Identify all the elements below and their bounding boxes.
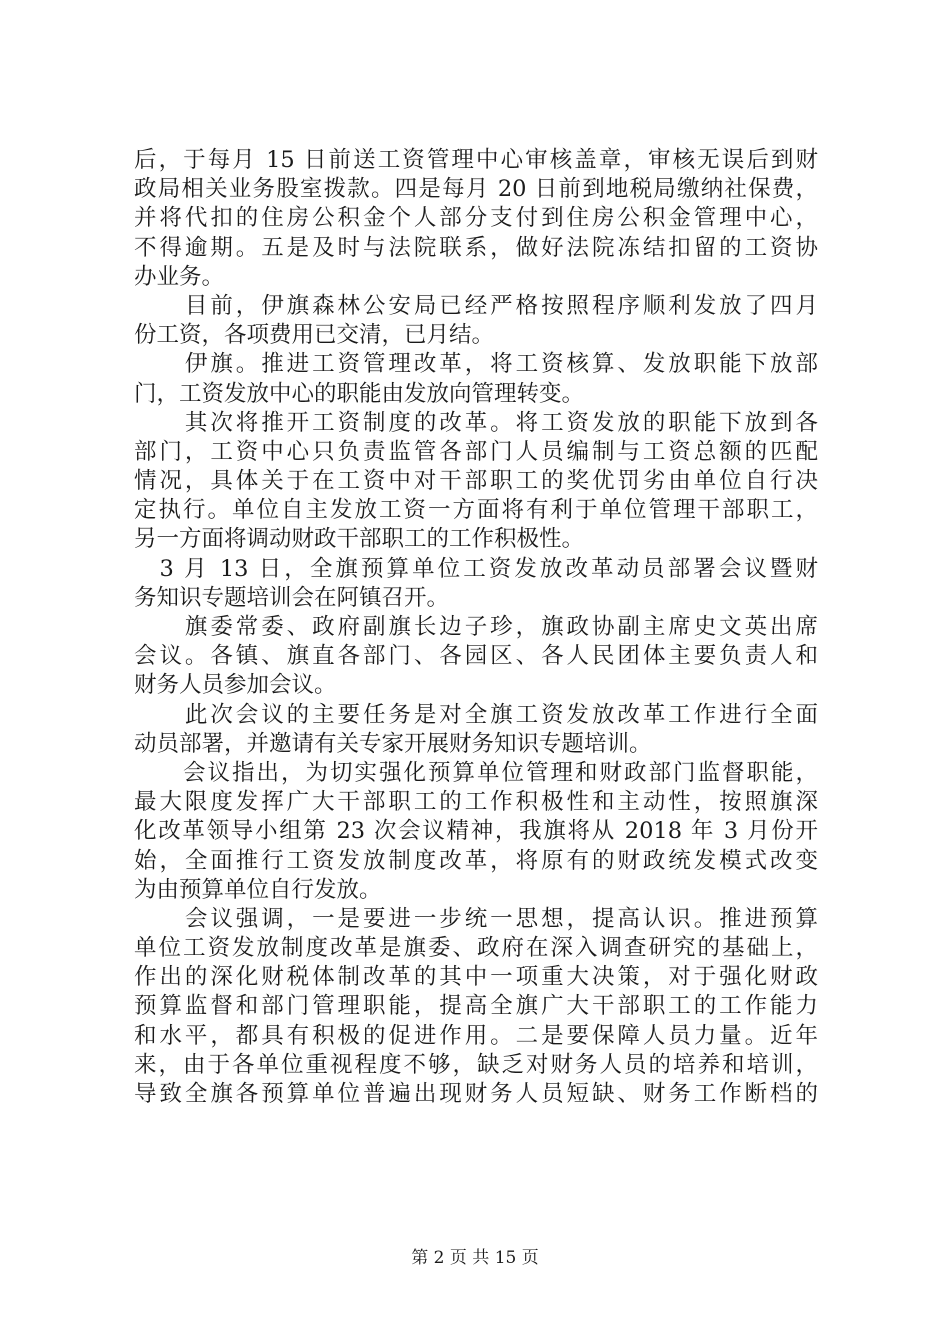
document-line: 办业务。 — [134, 263, 225, 290]
document-line: 此次会议的主要任务是对全旗工资发放改革工作进行全面 — [134, 701, 818, 728]
document-line: 另一方面将调动财政干部职工的工作积极性。 — [134, 526, 585, 553]
document-line: 伊旗。推进工资管理改革，将工资核算、发放职能下放部 — [134, 351, 818, 378]
document-line: 旗委常委、政府副旗长边子珍，旗政协副主席史文英出席 — [134, 614, 818, 640]
document-line: 会议强调，一是要进一步统一思想，提高认识。推进预算 — [134, 905, 818, 932]
document-line: 其次将推开工资制度的改革。将工资发放的职能下放到各 — [134, 409, 818, 436]
document-line: 目前，伊旗森林公安局已经严格按照程序顺利发放了四月 — [134, 292, 818, 319]
document-line: 单位工资发放制度改革是旗委、政府在深入调查研究的基础上， — [134, 935, 818, 962]
document-line: 会议。各镇、旗直各部门、各园区、各人民团体主要负责人和 — [134, 643, 818, 670]
document-line: 最大限度发挥广大干部职工的工作积极性和主动性，按照旗深 — [134, 789, 818, 816]
document-body — [134, 146, 818, 1109]
document-line: 务知识专题培训会在阿镇召开。 — [134, 584, 450, 611]
document-line: 门，工资发放中心的职能由发放向管理转变。 — [134, 380, 585, 407]
document-line: 定执行。单位自主发放工资一方面将有利于单位管理干部职工， — [134, 497, 818, 524]
document-line: 后，于每月 15 日前送工资管理中心审核盖章，审核无误后到财 — [134, 147, 818, 173]
document-line: 份工资，各项费用已交清，已月结。 — [134, 322, 495, 349]
document-line: 不得逾期。五是及时与法院联系，做好法院冻结扣留的工资协 — [134, 234, 818, 261]
document-line: 来，由于各单位重视程度不够，缺乏对财务人员的培养和培训， — [134, 1051, 818, 1078]
document-line: 和水平，都具有积极的促进作用。二是要保障人员力量。近年 — [134, 1022, 818, 1049]
document-line: 3 月 13 日，全旗预算单位工资发放改革动员部署会议暨财 — [134, 555, 818, 582]
document-line: 化改革领导小组第 23 次会议精神，我旗将从 2018 年 3 月份开 — [134, 818, 818, 845]
document-line: 动员部署，并邀请有关专家开展财务知识专题培训。 — [134, 730, 652, 757]
document-line: 政局相关业务股室拨款。四是每月 20 日前到地税局缴纳社保费， — [134, 176, 818, 203]
document-line: 会议指出，为切实强化预算单位管理和财政部门监督职能， — [134, 759, 818, 786]
document-line: 并将代扣的住房公积金个人部分支付到住房公积金管理中心， — [134, 205, 818, 232]
document-line: 为由预算单位自行发放。 — [134, 876, 382, 903]
document-line: 情况，具体关于在工资中对干部职工的奖优罚劣由单位自行决 — [134, 468, 818, 495]
document-line: 作出的深化财税体制改革的其中一项重大决策，对于强化财政 — [134, 964, 818, 991]
document-line: 导致全旗各预算单位普遍出现财务人员短缺、财务工作断档的 — [134, 1081, 818, 1107]
document-line: 财务人员参加会议。 — [134, 672, 337, 699]
document-line: 预算监督和部门管理职能，提高全旗广大干部职工的工作能力 — [134, 993, 818, 1020]
document-line: 部门，工资中心只负责监管各部门人员编制与工资总额的匹配 — [134, 438, 818, 465]
document-line: 始，全面推行工资发放制度改革，将原有的财政统发模式改变 — [134, 847, 818, 874]
page-number-footer: 第 2 页 共 15 页 — [411, 1248, 539, 1268]
